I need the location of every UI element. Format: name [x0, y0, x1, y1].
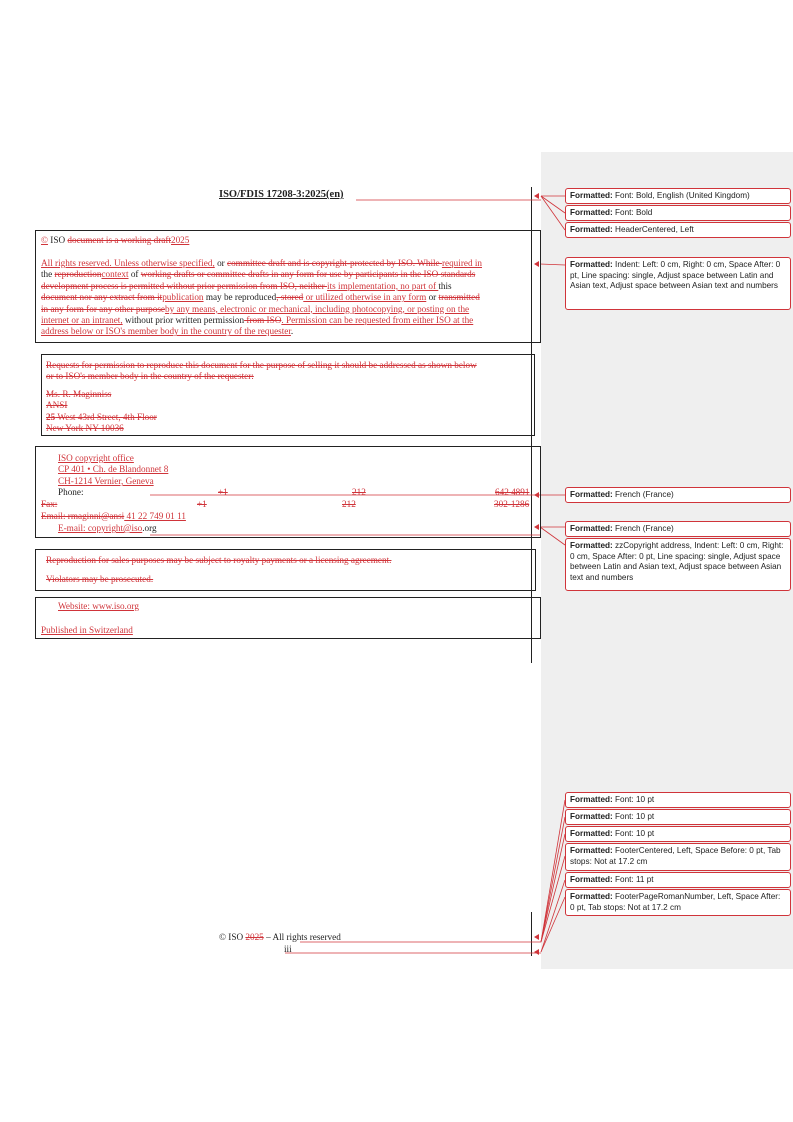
- phone-part-2: 212: [352, 487, 366, 497]
- header-doc-id: ISO/FDIS 17208-3:2025(en): [219, 189, 344, 200]
- anchor-arrow-icon: [534, 492, 539, 498]
- copyright-line: © ISO document is a working draft2025: [41, 235, 190, 245]
- email-phone-line: Email: rmaginni@ansi 41 22 749 01 11: [41, 511, 186, 521]
- balloon-font-10pt-3[interactable]: Formatted: Font: 10 pt: [565, 826, 791, 842]
- sales-text: Reproduction for sales purposes may be subject to royalty payments or a licensing agreement. Violators may be prosecuted.: [46, 555, 392, 585]
- balloon-font-10pt-2[interactable]: Formatted: Font: 10 pt: [565, 809, 791, 825]
- fax-part-2: 212: [342, 499, 356, 509]
- request-text: Requests for permission to reproduce this document for the purpose of selling it should be addressed as shown below or to ISO's member body in the country of the requester: Ms. R. Maginniss ANSI 25 West 43rd Street, 4th Floor New York NY 10036: [46, 360, 477, 434]
- balloon-font-10pt-1[interactable]: Formatted: Font: 10 pt: [565, 792, 791, 808]
- anchor-arrow-icon: [534, 934, 539, 940]
- footer-page-number: iii: [284, 944, 292, 954]
- email-line: E-mail: copyright@iso.org: [58, 523, 157, 533]
- anchor-arrow-icon: [534, 193, 539, 199]
- fax-part-3: 302-1286: [494, 499, 530, 509]
- balloon-font-11pt[interactable]: Formatted: Font: 11 pt: [565, 872, 791, 888]
- footer-copyright: © ISO 2025 – All rights reserved: [219, 932, 341, 942]
- balloon-copyright-address[interactable]: Formatted: zzCopyright address, Indent: Left: 0 cm, Right: 0 cm, Space After: 0 pt, Line spacing: single, Adjust space between Latin and Asian text, Adjust space between Asian text and numbers: [565, 538, 791, 591]
- phone-part-1: +1: [218, 487, 228, 497]
- balloon-footer-roman[interactable]: Formatted: FooterPageRomanNumber, Left, Space After: 0 pt, Tab stops: Not at 17.2 cm: [565, 889, 791, 916]
- balloon-header-centered[interactable]: Formatted: HeaderCentered, Left: [565, 222, 791, 238]
- balloon-french-2[interactable]: Formatted: French (France): [565, 521, 791, 537]
- balloon-font-bold-english[interactable]: Formatted: Font: Bold, English (United Kingdom): [565, 188, 791, 204]
- phone-part-3: 642 4891: [495, 487, 530, 497]
- website-link[interactable]: Website: www.iso.org: [58, 601, 139, 611]
- fax-label: Fax:: [41, 499, 58, 509]
- anchor-arrow-icon: [534, 524, 539, 530]
- balloon-font-bold[interactable]: Formatted: Font: Bold: [565, 205, 791, 221]
- fax-part-1: +1: [197, 499, 207, 509]
- published-in: Published in Switzerland: [41, 625, 133, 635]
- anchor-arrow-icon: [534, 949, 539, 955]
- balloon-indent[interactable]: Formatted: Indent: Left: 0 cm, Right: 0 cm, Space After: 0 pt, Line spacing: single, Adjust space between Latin and Asian text, Adjust space between Asian text and numbers: [565, 257, 791, 310]
- balloon-french-1[interactable]: Formatted: French (France): [565, 487, 791, 503]
- anchor-arrow-icon: [534, 261, 539, 267]
- balloon-footer-centered[interactable]: Formatted: FooterCentered, Left, Space Before: 0 pt, Tab stops: Not at 17.2 cm: [565, 843, 791, 871]
- copyright-paragraph: All rights reserved. Unless otherwise specified, or committee draft and is copyright-protected by ISO. While required in the reproductioncontext of working drafts or committee drafts in any form for use by participants in the ISO standards development process is permitted without prior permission from ISO, neither its implementation, no part of this document nor any extract from itpublication may be reproduced, stored or utilized otherwise in any form or transmitted in any form for any other purposeby any means, electronic or mechanical, including photocopying, or posting on the internet or an intranet, without prior written permission from ISO. Permission can be requested from either ISO at the address below or ISO's member body in the country of the requester.: [41, 258, 482, 337]
- address-lines: ISO copyright office CP 401 • Ch. de Blandonnet 8 CH-1214 Vernier, Geneva Phone:: [58, 453, 169, 498]
